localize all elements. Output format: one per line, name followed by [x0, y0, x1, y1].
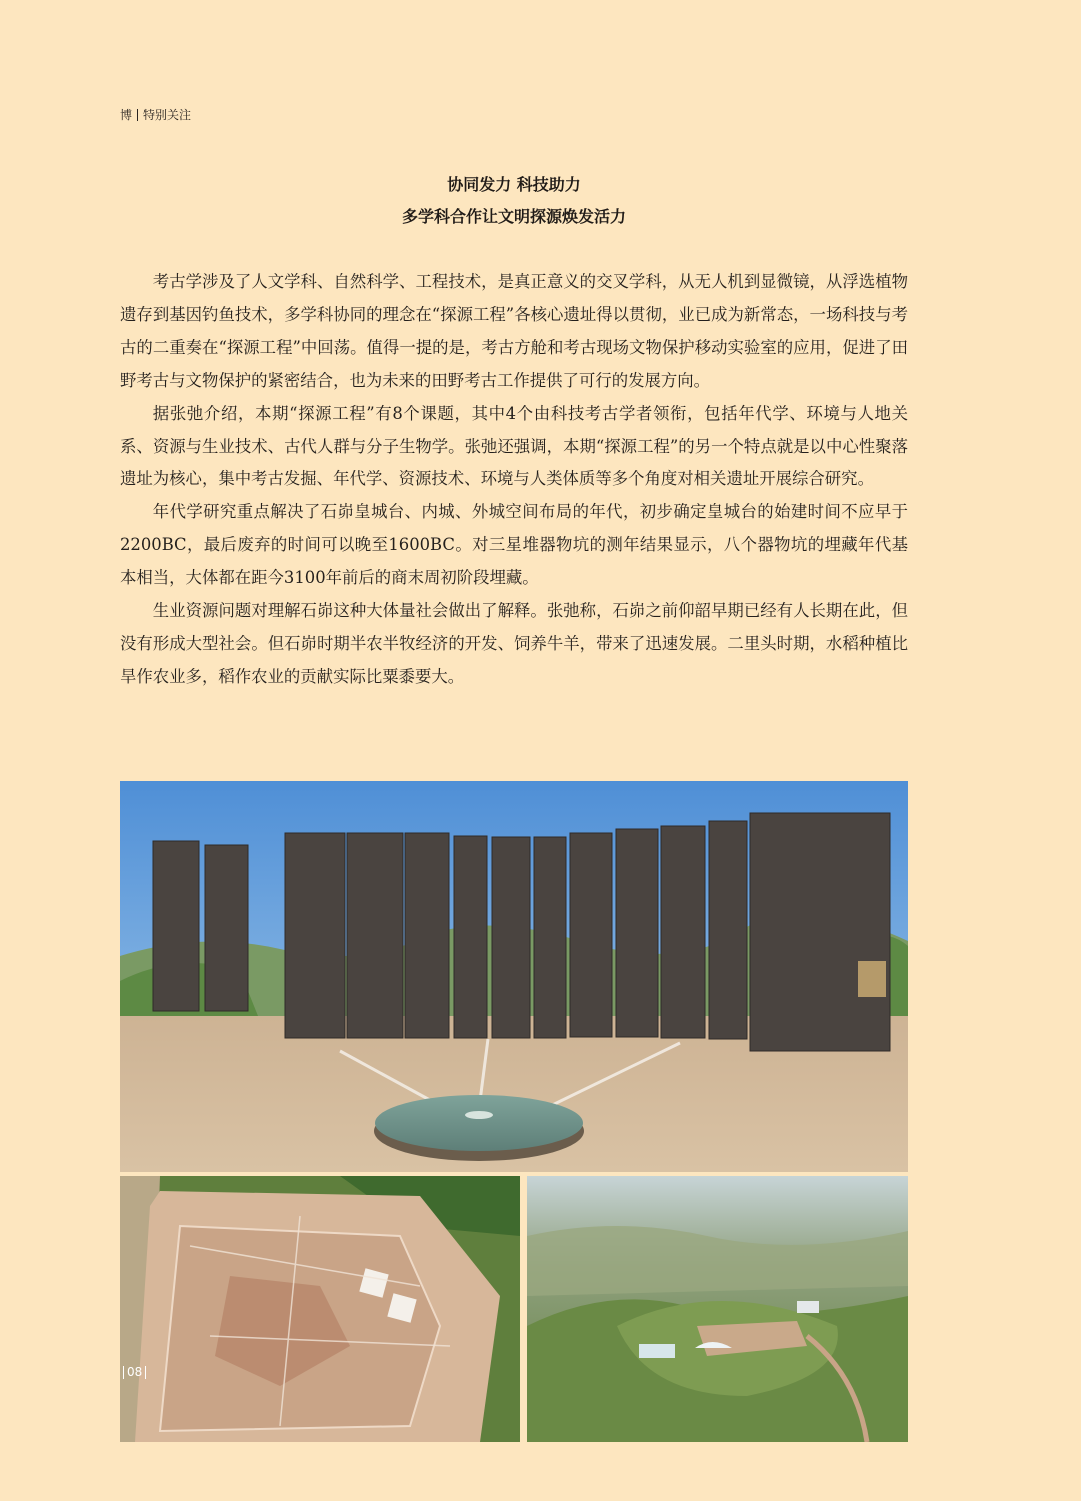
monument-photo [120, 781, 908, 1172]
section-header [120, 106, 191, 123]
article-body [120, 266, 908, 694]
paragraph-4: 生业资源问题对理解石峁这种大体量社会做出了解释。张弛称，石峁之前仰韶早期已经有人长期在此，但没有形成大型社会。但石峁时期半农半牧经济的开发、饲养牛羊，带来了迅速发展。二里头时期，水稻种植比旱作农业多，稻作农业的贡献实际比粟黍要大。 [120, 601, 908, 686]
page-number-bar-right [145, 1366, 146, 1379]
section-label: 特别关注 [143, 108, 192, 122]
article-title-line-2: 多学科合作让文明探源焕发活力 [401, 207, 626, 226]
article-title-line-1: 协同发力 科技助力 [447, 175, 581, 194]
header-divider [137, 109, 138, 121]
page-number [120, 1365, 149, 1379]
excavation-aerial-photo [120, 1176, 520, 1442]
paragraph-3: 年代学研究重点解决了石峁皇城台、内城、外城空间布局的年代，初步确定皇城台的始建时间不应早于2200BC，最后废弃的时间可以晚至1600BC。对三星堆器物坑的测年结果显示，八个器物坑的埋藏年代基本相当，大体都在距今3100年前后的商末周初阶段埋藏。 [120, 502, 908, 588]
magazine-mark: 博 [120, 108, 133, 122]
paragraph-2: 据张弛介绍，本期“探源工程”有8个课题，其中4个由科技考古学者领衔，包括年代学、环境与人地关系、资源与生业技术、古代人群与分子生物学。张弛还强调，本期“探源工程”的另一个特点就是以中心性聚落遗址为核心，集中考古发掘、年代学、资源技术、环境与人类体质等多个角度对相关遗址开展综合研究。 [120, 403, 908, 489]
page-number-text: 08 [127, 1365, 143, 1379]
paragraph-1: 考古学涉及了人文学科、自然科学、工程技术，是真正意义的交叉学科，从无人机到显微镜，从浮选植物遗存到基因钓鱼技术，多学科协同的理念在“探源工程”各核心遗址得以贯彻，业已成为新常态，一场科技与考古的二重奏在“探源工程”中回荡。值得一提的是，考古方舱和考古现场文物保护移动实验室的应用，促进了田野考古与文物保护的紧密结合，也为未来的田野考古工作提供了可行的发展方向。 [120, 272, 908, 390]
hilltop-site-aerial-photo [527, 1176, 908, 1442]
page-number-bar-left [123, 1366, 124, 1379]
